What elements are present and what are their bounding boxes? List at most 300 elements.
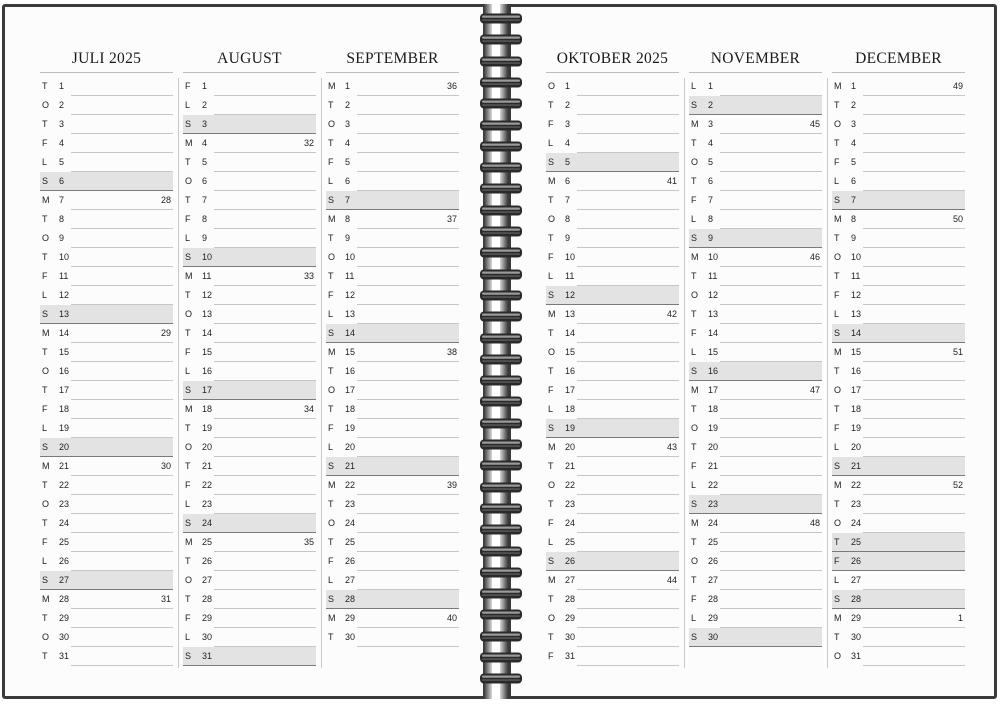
day-row[interactable] bbox=[689, 362, 822, 381]
day-row[interactable] bbox=[546, 381, 679, 400]
day-number: 25 bbox=[345, 537, 356, 547]
day-row[interactable] bbox=[832, 305, 965, 324]
day-row[interactable] bbox=[689, 172, 822, 191]
day-number: 11 bbox=[565, 271, 575, 281]
day-row[interactable] bbox=[40, 229, 173, 248]
day-number: 18 bbox=[345, 404, 356, 414]
day-row[interactable] bbox=[183, 533, 316, 552]
day-row[interactable] bbox=[832, 324, 965, 343]
day-row[interactable] bbox=[546, 647, 679, 666]
day-row[interactable] bbox=[40, 533, 173, 552]
weekday-letter: S bbox=[834, 461, 841, 471]
day-row[interactable] bbox=[183, 381, 316, 400]
weekday-letter: L bbox=[691, 81, 697, 91]
day-row[interactable] bbox=[832, 590, 965, 609]
day-row[interactable] bbox=[546, 324, 679, 343]
weekday-letter: T bbox=[834, 233, 840, 243]
day-row[interactable] bbox=[689, 419, 822, 438]
day-row[interactable] bbox=[183, 77, 316, 96]
day-row[interactable] bbox=[183, 305, 316, 324]
day-row[interactable] bbox=[40, 191, 173, 210]
day-row[interactable] bbox=[689, 286, 822, 305]
day-row[interactable] bbox=[832, 533, 965, 552]
day-row[interactable] bbox=[183, 191, 316, 210]
day-row[interactable] bbox=[326, 362, 459, 381]
day-row[interactable] bbox=[326, 552, 459, 571]
day-number: 4 bbox=[59, 138, 65, 148]
day-row[interactable] bbox=[546, 628, 679, 647]
day-row[interactable] bbox=[832, 628, 965, 647]
day-row[interactable] bbox=[183, 552, 316, 571]
day-number: 29 bbox=[565, 613, 576, 623]
day-row[interactable] bbox=[546, 495, 679, 514]
writing-line bbox=[357, 646, 459, 647]
day-row[interactable] bbox=[326, 457, 459, 476]
day-row[interactable] bbox=[546, 419, 679, 438]
day-row[interactable] bbox=[40, 381, 173, 400]
weekday-letter: L bbox=[328, 176, 334, 186]
weekday-letter: S bbox=[185, 385, 192, 395]
day-row[interactable] bbox=[546, 343, 679, 362]
weekday-letter: F bbox=[691, 328, 697, 338]
day-row[interactable] bbox=[40, 172, 173, 191]
month-column-december bbox=[832, 48, 965, 666]
day-row[interactable] bbox=[689, 476, 822, 495]
day-row[interactable] bbox=[40, 210, 173, 229]
day-number: 6 bbox=[59, 176, 65, 186]
day-row[interactable] bbox=[832, 438, 965, 457]
day-number: 5 bbox=[59, 157, 65, 167]
weekday-letter: O bbox=[691, 423, 699, 433]
day-row[interactable] bbox=[832, 571, 965, 590]
day-number: 15 bbox=[345, 347, 356, 357]
day-row[interactable] bbox=[183, 514, 316, 533]
spiral-ring bbox=[479, 481, 523, 494]
day-row[interactable] bbox=[40, 400, 173, 419]
day-row[interactable] bbox=[832, 552, 965, 571]
day-row[interactable] bbox=[832, 115, 965, 134]
week-number: 47 bbox=[809, 385, 820, 395]
day-number: 19 bbox=[59, 423, 70, 433]
day-row[interactable] bbox=[546, 457, 679, 476]
day-number: 8 bbox=[851, 214, 857, 224]
day-number: 24 bbox=[202, 518, 213, 528]
weekday-letter: T bbox=[185, 157, 191, 167]
weekday-letter: O bbox=[185, 575, 193, 585]
day-row[interactable] bbox=[40, 248, 173, 267]
day-row[interactable] bbox=[183, 590, 316, 609]
day-row[interactable] bbox=[689, 191, 822, 210]
weekday-letter: F bbox=[691, 195, 697, 205]
day-row[interactable] bbox=[326, 305, 459, 324]
day-row[interactable] bbox=[689, 77, 822, 96]
weekday-letter: F bbox=[42, 537, 48, 547]
day-row[interactable] bbox=[183, 229, 316, 248]
day-row[interactable] bbox=[832, 229, 965, 248]
day-row[interactable] bbox=[546, 267, 679, 286]
day-row[interactable] bbox=[546, 172, 679, 191]
day-number: 12 bbox=[202, 290, 213, 300]
day-row[interactable] bbox=[326, 514, 459, 533]
day-row[interactable] bbox=[183, 457, 316, 476]
day-number: 24 bbox=[851, 518, 862, 528]
day-row[interactable] bbox=[546, 115, 679, 134]
day-row[interactable] bbox=[40, 571, 173, 590]
day-row[interactable] bbox=[326, 286, 459, 305]
day-row[interactable] bbox=[183, 438, 316, 457]
day-row[interactable] bbox=[326, 609, 459, 628]
day-row[interactable] bbox=[183, 153, 316, 172]
day-row[interactable] bbox=[832, 476, 965, 495]
day-row[interactable] bbox=[546, 153, 679, 172]
day-row[interactable] bbox=[40, 305, 173, 324]
day-row[interactable] bbox=[832, 457, 965, 476]
day-row[interactable] bbox=[183, 248, 316, 267]
day-row[interactable] bbox=[546, 286, 679, 305]
weekday-letter: L bbox=[42, 290, 48, 300]
spiral-ring bbox=[479, 545, 523, 558]
weekday-letter: F bbox=[42, 271, 48, 281]
day-row[interactable] bbox=[689, 210, 822, 229]
day-row[interactable] bbox=[183, 267, 316, 286]
week-number: 38 bbox=[446, 347, 457, 357]
day-row[interactable] bbox=[183, 343, 316, 362]
weekday-letter: O bbox=[548, 81, 556, 91]
day-row[interactable] bbox=[40, 343, 173, 362]
day-number: 5 bbox=[565, 157, 571, 167]
day-row[interactable] bbox=[326, 381, 459, 400]
day-number: 18 bbox=[59, 404, 70, 414]
day-row[interactable] bbox=[689, 590, 822, 609]
month-column-october bbox=[546, 48, 679, 666]
weekday-letter: T bbox=[691, 442, 697, 452]
day-number: 31 bbox=[851, 651, 862, 661]
day-row[interactable] bbox=[326, 533, 459, 552]
month-column-september bbox=[326, 48, 459, 647]
weekday-letter: L bbox=[328, 309, 334, 319]
weekday-letter: O bbox=[328, 252, 336, 262]
day-row[interactable] bbox=[546, 96, 679, 115]
day-number: 9 bbox=[59, 233, 65, 243]
day-row[interactable] bbox=[832, 210, 965, 229]
day-row[interactable] bbox=[546, 609, 679, 628]
day-row[interactable] bbox=[832, 191, 965, 210]
day-row[interactable] bbox=[689, 267, 822, 286]
day-number: 31 bbox=[565, 651, 576, 661]
day-row[interactable] bbox=[326, 571, 459, 590]
day-row[interactable] bbox=[832, 77, 965, 96]
day-row[interactable] bbox=[183, 495, 316, 514]
day-row[interactable] bbox=[689, 495, 822, 514]
day-number: 25 bbox=[708, 537, 719, 547]
weekday-letter: F bbox=[328, 290, 334, 300]
day-number: 24 bbox=[708, 518, 719, 528]
weekday-letter: S bbox=[691, 632, 698, 642]
day-row[interactable] bbox=[832, 419, 965, 438]
day-row[interactable] bbox=[40, 590, 173, 609]
day-row[interactable] bbox=[40, 286, 173, 305]
week-number: 28 bbox=[160, 195, 171, 205]
day-row[interactable] bbox=[546, 305, 679, 324]
day-row[interactable] bbox=[689, 229, 822, 248]
column-divider bbox=[321, 78, 322, 668]
day-row[interactable] bbox=[183, 286, 316, 305]
weekday-letter: O bbox=[548, 214, 556, 224]
day-row[interactable] bbox=[326, 590, 459, 609]
weekday-letter: T bbox=[42, 119, 48, 129]
weekday-letter: T bbox=[834, 632, 840, 642]
day-row[interactable] bbox=[689, 400, 822, 419]
day-row[interactable] bbox=[183, 571, 316, 590]
day-number: 28 bbox=[851, 594, 862, 604]
day-row[interactable] bbox=[689, 628, 822, 647]
day-row[interactable] bbox=[689, 438, 822, 457]
month-title: OKTOBER 2025 bbox=[546, 48, 679, 73]
day-number: 23 bbox=[708, 499, 719, 509]
weekday-letter: S bbox=[185, 252, 192, 262]
day-row[interactable] bbox=[832, 153, 965, 172]
weekday-letter: M bbox=[834, 613, 842, 623]
day-row[interactable] bbox=[183, 324, 316, 343]
weekday-letter: T bbox=[328, 100, 334, 110]
day-number: 6 bbox=[565, 176, 571, 186]
weekday-letter: F bbox=[328, 423, 334, 433]
weekday-letter: T bbox=[42, 252, 48, 262]
day-row[interactable] bbox=[689, 115, 822, 134]
day-number: 3 bbox=[565, 119, 571, 129]
weekday-letter: M bbox=[328, 347, 336, 357]
day-row[interactable] bbox=[183, 362, 316, 381]
day-row[interactable] bbox=[40, 267, 173, 286]
day-row[interactable] bbox=[326, 267, 459, 286]
day-row[interactable] bbox=[40, 609, 173, 628]
weekday-letter: T bbox=[691, 537, 697, 547]
day-row[interactable] bbox=[326, 343, 459, 362]
day-number: 6 bbox=[708, 176, 714, 186]
day-number: 27 bbox=[565, 575, 576, 585]
day-row[interactable] bbox=[832, 495, 965, 514]
day-row[interactable] bbox=[183, 96, 316, 115]
day-row[interactable] bbox=[40, 77, 173, 96]
weekday-letter: O bbox=[834, 119, 842, 129]
day-number: 14 bbox=[565, 328, 576, 338]
day-row[interactable] bbox=[689, 343, 822, 362]
day-number: 16 bbox=[565, 366, 576, 376]
week-number: 34 bbox=[303, 404, 314, 414]
day-row[interactable] bbox=[40, 115, 173, 134]
day-number: 27 bbox=[345, 575, 356, 585]
day-number: 27 bbox=[202, 575, 213, 585]
month-column-august bbox=[183, 48, 316, 666]
day-row[interactable] bbox=[326, 134, 459, 153]
day-number: 23 bbox=[59, 499, 70, 509]
day-row[interactable] bbox=[546, 229, 679, 248]
day-row[interactable] bbox=[183, 172, 316, 191]
day-row[interactable] bbox=[326, 115, 459, 134]
spiral-ring bbox=[479, 672, 523, 685]
day-row[interactable] bbox=[40, 324, 173, 343]
day-row[interactable] bbox=[689, 305, 822, 324]
day-number: 15 bbox=[59, 347, 70, 357]
day-row[interactable] bbox=[40, 362, 173, 381]
day-row[interactable] bbox=[832, 381, 965, 400]
day-row[interactable] bbox=[546, 400, 679, 419]
day-number: 30 bbox=[565, 632, 576, 642]
weekday-letter: T bbox=[548, 195, 554, 205]
weekday-letter: L bbox=[548, 537, 554, 547]
day-number: 7 bbox=[59, 195, 65, 205]
day-row[interactable] bbox=[326, 172, 459, 191]
day-row[interactable] bbox=[40, 495, 173, 514]
weekday-letter: T bbox=[42, 347, 48, 357]
day-row[interactable] bbox=[832, 286, 965, 305]
day-row[interactable] bbox=[689, 514, 822, 533]
day-row[interactable] bbox=[689, 552, 822, 571]
spiral-ring bbox=[479, 310, 523, 323]
day-number: 1 bbox=[202, 81, 208, 91]
day-number: 9 bbox=[708, 233, 714, 243]
day-row[interactable] bbox=[326, 153, 459, 172]
day-row[interactable] bbox=[326, 191, 459, 210]
day-row[interactable] bbox=[326, 229, 459, 248]
day-row[interactable] bbox=[40, 96, 173, 115]
weekday-letter: F bbox=[548, 252, 554, 262]
day-row[interactable] bbox=[832, 343, 965, 362]
day-row[interactable] bbox=[832, 362, 965, 381]
day-row[interactable] bbox=[326, 495, 459, 514]
day-row[interactable] bbox=[689, 134, 822, 153]
day-row[interactable] bbox=[546, 514, 679, 533]
day-number: 26 bbox=[851, 556, 862, 566]
writing-line bbox=[689, 646, 822, 647]
day-row[interactable] bbox=[546, 210, 679, 229]
day-row[interactable] bbox=[832, 400, 965, 419]
day-row[interactable] bbox=[40, 457, 173, 476]
day-number: 6 bbox=[345, 176, 351, 186]
day-row[interactable] bbox=[689, 571, 822, 590]
day-row[interactable] bbox=[832, 267, 965, 286]
day-number: 17 bbox=[345, 385, 356, 395]
spiral-ring bbox=[479, 12, 523, 25]
weekday-letter: M bbox=[185, 138, 193, 148]
day-number: 3 bbox=[59, 119, 65, 129]
day-row[interactable] bbox=[183, 419, 316, 438]
weekday-letter: T bbox=[185, 556, 191, 566]
day-row[interactable] bbox=[832, 514, 965, 533]
day-number: 18 bbox=[708, 404, 719, 414]
week-number: 41 bbox=[666, 176, 677, 186]
day-number: 11 bbox=[708, 271, 718, 281]
weekday-letter: F bbox=[185, 480, 191, 490]
day-row[interactable] bbox=[546, 533, 679, 552]
day-row[interactable] bbox=[689, 457, 822, 476]
day-row[interactable] bbox=[689, 153, 822, 172]
day-number: 20 bbox=[565, 442, 576, 452]
weekday-letter: O bbox=[328, 518, 336, 528]
day-row[interactable] bbox=[183, 628, 316, 647]
day-row[interactable] bbox=[326, 77, 459, 96]
day-row[interactable] bbox=[546, 476, 679, 495]
day-number: 23 bbox=[202, 499, 213, 509]
day-row[interactable] bbox=[326, 324, 459, 343]
day-row[interactable] bbox=[546, 590, 679, 609]
day-row[interactable] bbox=[183, 647, 316, 666]
day-row[interactable] bbox=[326, 419, 459, 438]
spiral-ring bbox=[479, 417, 523, 430]
day-row[interactable] bbox=[832, 172, 965, 191]
day-row[interactable] bbox=[40, 628, 173, 647]
day-row[interactable] bbox=[546, 552, 679, 571]
spiral-ring bbox=[479, 438, 523, 451]
day-row[interactable] bbox=[832, 248, 965, 267]
day-row[interactable] bbox=[689, 96, 822, 115]
day-row[interactable] bbox=[40, 647, 173, 666]
weekday-letter: L bbox=[548, 271, 554, 281]
day-row[interactable] bbox=[689, 324, 822, 343]
day-row[interactable] bbox=[832, 96, 965, 115]
weekday-letter: T bbox=[548, 632, 554, 642]
day-row[interactable] bbox=[40, 153, 173, 172]
day-row[interactable] bbox=[40, 134, 173, 153]
day-row[interactable] bbox=[40, 476, 173, 495]
weekday-letter: O bbox=[42, 499, 50, 509]
day-row[interactable] bbox=[326, 210, 459, 229]
day-row[interactable] bbox=[40, 419, 173, 438]
day-row[interactable] bbox=[326, 438, 459, 457]
day-row[interactable] bbox=[546, 77, 679, 96]
day-row[interactable] bbox=[689, 533, 822, 552]
day-row[interactable] bbox=[183, 134, 316, 153]
week-number: 43 bbox=[666, 442, 677, 452]
day-row[interactable] bbox=[183, 210, 316, 229]
spiral-ring bbox=[479, 140, 523, 153]
day-row[interactable] bbox=[689, 248, 822, 267]
day-row[interactable] bbox=[546, 362, 679, 381]
day-row[interactable] bbox=[546, 571, 679, 590]
weekday-letter: O bbox=[328, 385, 336, 395]
spiral-ring bbox=[479, 119, 523, 132]
day-row[interactable] bbox=[40, 438, 173, 457]
day-number: 4 bbox=[708, 138, 714, 148]
spiral-ring bbox=[479, 55, 523, 68]
day-row[interactable] bbox=[183, 400, 316, 419]
day-row[interactable] bbox=[326, 400, 459, 419]
day-number: 13 bbox=[565, 309, 576, 319]
day-row[interactable] bbox=[40, 514, 173, 533]
day-row[interactable] bbox=[326, 628, 459, 647]
day-row[interactable] bbox=[546, 134, 679, 153]
day-row[interactable] bbox=[326, 96, 459, 115]
day-number: 3 bbox=[345, 119, 351, 129]
day-row[interactable] bbox=[40, 552, 173, 571]
day-row[interactable] bbox=[326, 248, 459, 267]
day-list bbox=[183, 77, 316, 666]
day-row[interactable] bbox=[832, 134, 965, 153]
day-row[interactable] bbox=[546, 248, 679, 267]
day-row[interactable] bbox=[546, 191, 679, 210]
day-row[interactable] bbox=[326, 476, 459, 495]
weekday-letter: T bbox=[691, 309, 697, 319]
day-row[interactable] bbox=[546, 438, 679, 457]
day-row[interactable] bbox=[689, 381, 822, 400]
day-row[interactable] bbox=[832, 609, 965, 628]
week-number: 33 bbox=[303, 271, 314, 281]
day-row[interactable] bbox=[183, 609, 316, 628]
day-row[interactable] bbox=[183, 115, 316, 134]
day-row[interactable] bbox=[689, 609, 822, 628]
day-row[interactable] bbox=[832, 647, 965, 666]
day-row[interactable] bbox=[183, 476, 316, 495]
